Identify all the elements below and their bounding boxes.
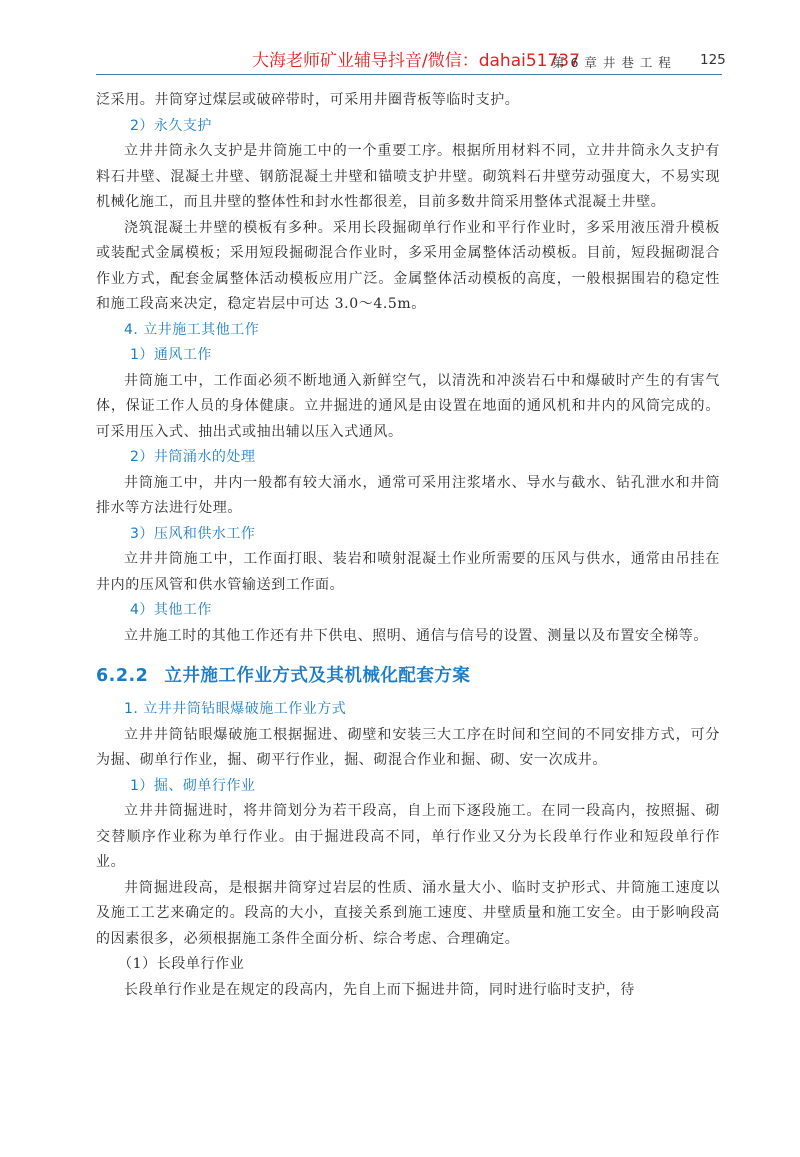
paragraph: 立井井筒掘进时，将井筒划分为若干段高，自上而下逐段施工。在同一段高内，按照掘、砌交替顺序作业称为单行作业。由于掘进段高不同，单行作业又分为长段单行作业和短段单行作业。 <box>96 803 720 870</box>
header-divider <box>96 74 722 75</box>
paragraph: 泛采用。井筒穿过煤层或破碎带时，可采用井圈背板等临时支护。 <box>96 92 520 108</box>
paragraph: 立井井筒永久支护是井筒施工中的一个重要工序。根据所用材料不同，立井井筒永久支护有料石井壁、混凝土井壁、钢筋混凝土井壁和锚喷支护井壁。砌筑料石井壁劳动强度大，不易实现机械化施工，而且井壁的整体性和封水性都很差，目前多数井筒采用整体式混凝土井壁。 <box>96 143 720 210</box>
paragraph: 井筒施工中，井内一般都有较大涌水，通常可采用注浆堵水、导水与截水、钻孔泄水和井筒排水等方法进行处理。 <box>96 474 720 516</box>
heading-drill-blast-methods: 1. 立井井筒钻眼爆破施工作业方式 <box>124 701 347 717</box>
heading-other-work: 4. 立井施工其他工作 <box>124 321 260 338</box>
subheading-permanent-support: 2）永久支护 <box>130 117 212 134</box>
paragraph: 井筒掘进段高，是根据井筒穿过岩层的性质、涌水量大小、临时支护形式、井筒施工速度以及施工工艺来确定的。段高的大小，直接关系到施工速度、井壁质量和施工安全。由于影响段高的因素很多，必须根据施工条件全面分析、综合考虑、合理确定。 <box>96 879 720 947</box>
section-title: 立井施工作业方式及其机械化配套方案 <box>164 666 471 686</box>
paragraph: 立井施工时的其他工作还有井下供电、照明、通信与信号的设置、测量以及布置安全梯等。 <box>124 627 708 644</box>
section-heading <box>96 663 720 689</box>
subheading-ventilation: 1）通风工作 <box>130 347 212 363</box>
paragraph: 立井井筒施工中，工作面打眼、装岩和喷射混凝土作业所需要的压风与供水，通常由吊挂在井内的压风管和供水管输送到工作面。 <box>96 551 720 593</box>
subheading-air-water-supply: 3）压风和供水工作 <box>130 525 256 542</box>
page-body <box>96 88 720 1003</box>
page-number: 125 <box>700 52 726 68</box>
paragraph: 长段单行作业是在规定的段高内，先自上而下掘进井筒，同时进行临时支护，待 <box>124 981 635 998</box>
subheading-other-tasks: 4）其他工作 <box>130 602 212 618</box>
paragraph: 立井井筒钻眼爆破施工根据掘进、砌壁和安装三大工序在时间和空间的不同安排方式，可分为掘、砌单行作业，掘、砌平行作业，掘、砌混合作业和掘、砌、安一次成井。 <box>96 726 720 768</box>
paragraph: 井筒施工中，工作面必须不断地通入新鲜空气，以清洗和冲淡岩石中和爆破时产生的有害气体，保证工作人员的身体健康。立井掘进的通风是由设置在地面的通风机和井内的风筒完成的。可采用压入式、抽出式或抽出辅以压入式通风。 <box>96 372 720 440</box>
subheading-water-inflow: 2）井筒涌水的处理 <box>130 449 256 465</box>
subheading-long-section: （1）长段单行作业 <box>118 956 245 972</box>
running-head-chapter: 第 6 章 井 巷 工 程 <box>552 55 672 70</box>
watermark-text: 大海老师矿业辅导抖音/微信：dahai51737 <box>252 51 580 71</box>
section-number: 6.2.2 <box>96 666 149 686</box>
page-header <box>0 0 800 80</box>
paragraph: 浇筑混凝土井壁的模板有多种。采用长段掘砌单行作业和平行作业时，多采用液压滑升模板或装配式金属模板；采用短段掘砌混合作业时，多采用金属整体活动模板。目前，短段掘砌混合作业方式，配套金属整体活动模板应用广泛。金属整体活动模板的高度，一般根据围岩的稳定性和施工段高来决定，稳定岩层中可达 3.0～4.5m。 <box>96 219 720 312</box>
subheading-single-operation: 1）掘、砌单行作业 <box>130 777 256 794</box>
